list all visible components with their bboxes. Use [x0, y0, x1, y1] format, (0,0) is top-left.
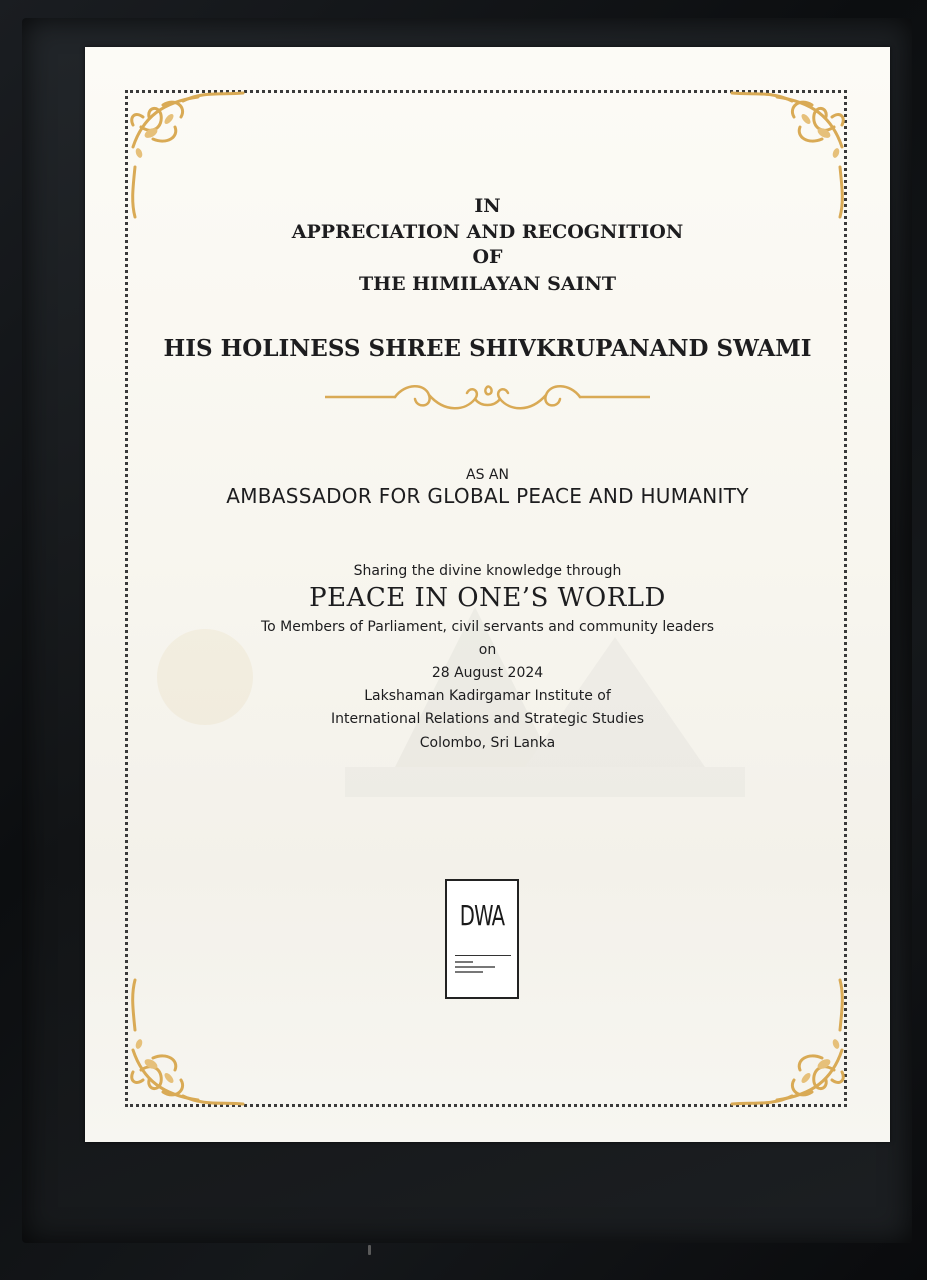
heading-saint: THE HIMILAYAN SAINT	[358, 273, 617, 295]
logo-fine-print	[455, 961, 495, 976]
gold-flourish-icon	[712, 970, 852, 1110]
institute-line-2: International Relations and Strategic Studies	[330, 711, 644, 727]
heading-appreciation: APPRECIATION AND RECOGNITION	[291, 221, 684, 243]
sharing-line: Sharing the divine knowledge through	[353, 563, 622, 579]
dwa-logo	[445, 879, 519, 999]
program-title: PEACE IN ONE’S WORLD	[309, 583, 666, 613]
heading-of: OF	[472, 246, 503, 268]
logo-mark: DWA	[459, 899, 505, 932]
honoree-name: HIS HOLINESS SHREE SHIVKRUPANAND SWAMI	[163, 335, 812, 362]
as-an-label: AS AN	[466, 467, 509, 483]
scroll-divider-icon	[325, 377, 650, 417]
event-location: Colombo, Sri Lanka	[419, 735, 556, 751]
frame-tack	[368, 1245, 371, 1255]
on-label: on	[478, 642, 497, 658]
audience-line: To Members of Parliament, civil servants and community leaders	[260, 619, 715, 635]
institute-line-1: Lakshaman Kadirgamar Institute of	[364, 688, 611, 704]
gold-flourish-icon	[123, 970, 263, 1110]
heading-in: IN	[474, 195, 501, 217]
certificate-paper	[85, 47, 890, 1142]
logo-rule	[455, 955, 511, 956]
ambassador-title: AMBASSADOR FOR GLOBAL PEACE AND HUMANITY	[226, 484, 749, 508]
event-date: 28 August 2024	[431, 665, 544, 681]
